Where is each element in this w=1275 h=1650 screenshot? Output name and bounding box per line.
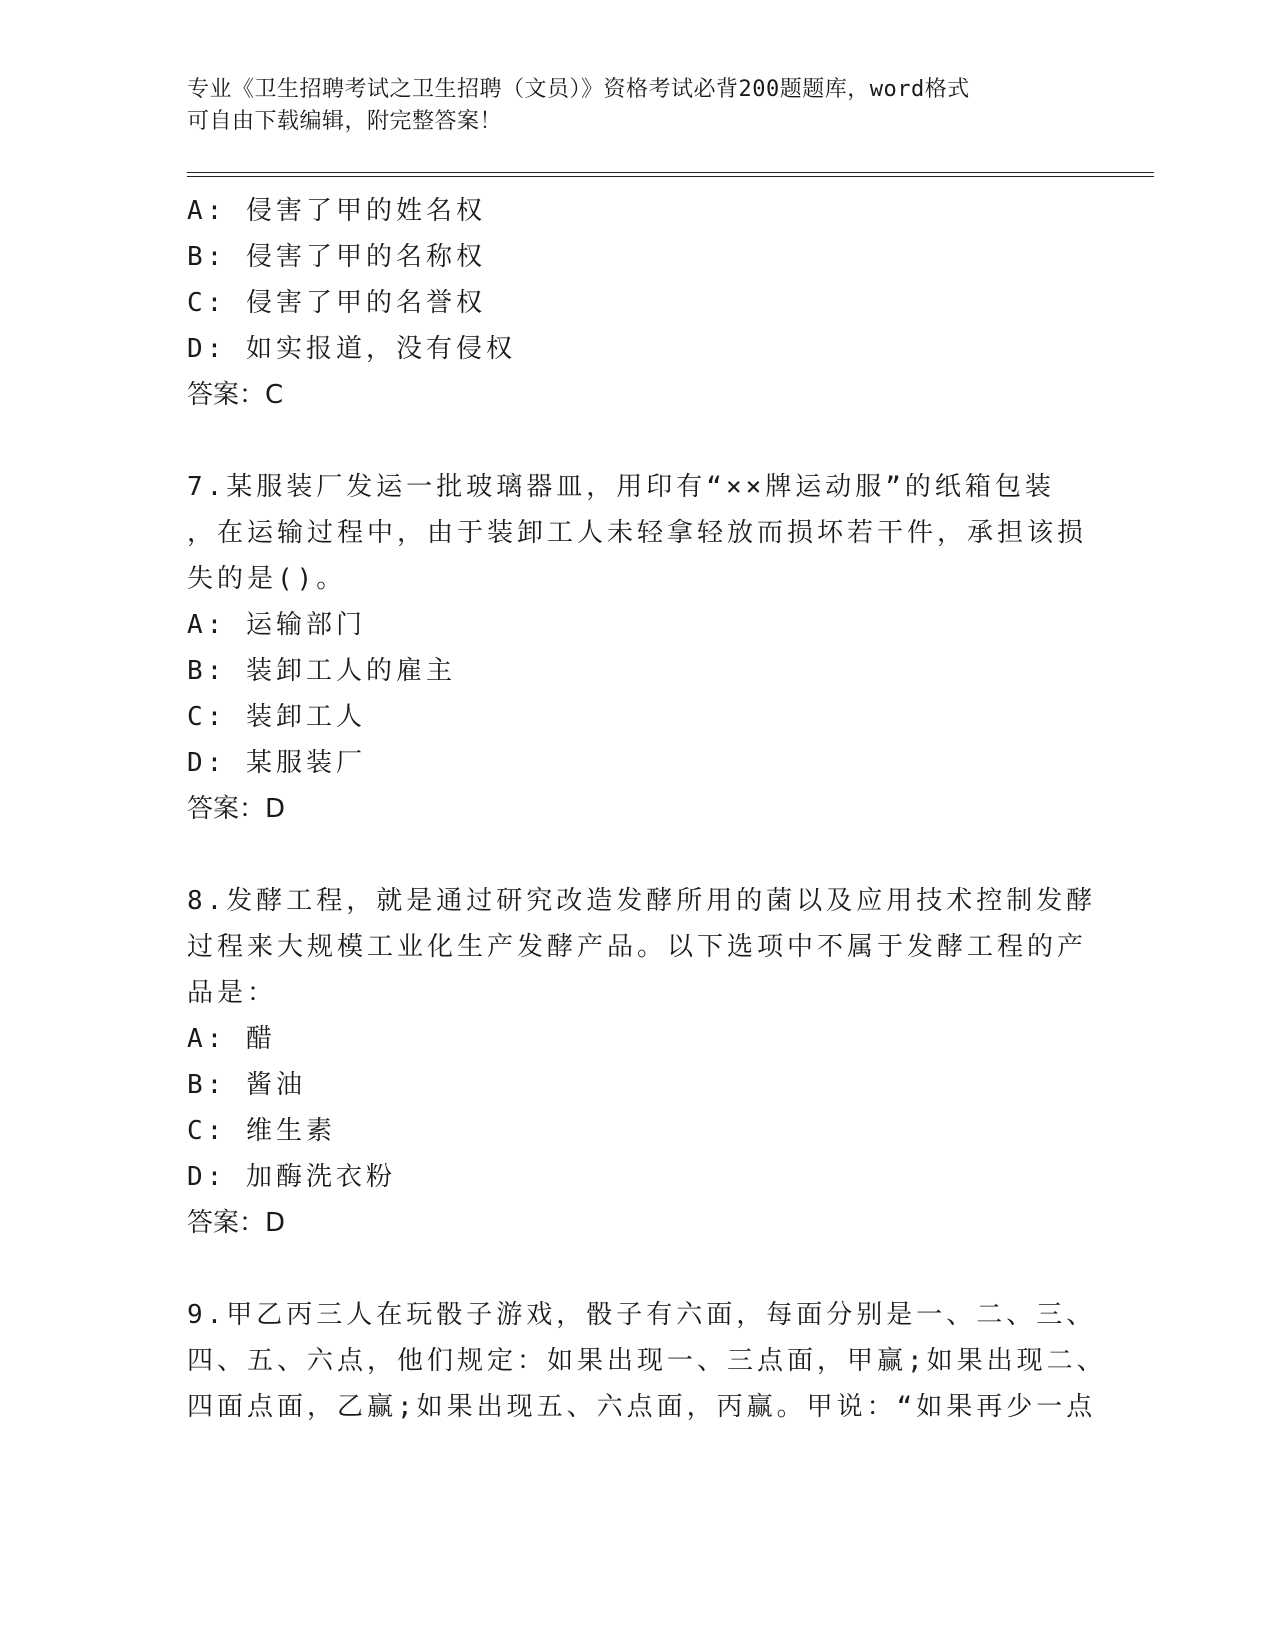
question-stem-line: 四面点面，乙赢;如果出现五、六点面，丙赢。甲说：“如果再少一点 xyxy=(187,1392,1097,1422)
option-b: B: 酱油 xyxy=(187,1070,306,1100)
question-stem-line: 四、五、六点，他们规定：如果出现一、三点面，甲赢;如果出现二、 xyxy=(187,1346,1107,1376)
option-d: D: 某服装厂 xyxy=(187,748,366,778)
option-c: C: 侵害了甲的名誉权 xyxy=(187,288,486,318)
document-header xyxy=(187,74,1067,138)
option-d: D: 加酶洗衣粉 xyxy=(187,1162,396,1192)
answer: 答案：C xyxy=(187,380,284,410)
header-rule-bottom xyxy=(187,176,1154,177)
spacer xyxy=(187,832,1067,878)
header-line-2: 可自由下载编辑，附完整答案！ xyxy=(187,109,503,134)
question-8 xyxy=(187,878,1097,1246)
option-b: B: 侵害了甲的名称权 xyxy=(187,242,486,272)
question-stem-line: 9.甲乙丙三人在玩骰子游戏，骰子有六面，每面分别是一、二、三、 xyxy=(187,1300,1097,1330)
header-line-1: 专业《卫生招聘考试之卫生招聘（文员）》资格考试必背200题题库，word格式 xyxy=(187,77,970,102)
option-d: D: 如实报道，没有侵权 xyxy=(187,334,516,364)
question-7 xyxy=(187,464,1088,832)
spacer xyxy=(187,1246,1067,1292)
option-c: C: 装卸工人 xyxy=(187,702,366,732)
question-stem-line: 7.某服装厂发运一批玻璃器皿，用印有“××牌运动服”的纸箱包装 xyxy=(187,472,1055,502)
option-c: C: 维生素 xyxy=(187,1116,336,1146)
option-a: A: 运输部门 xyxy=(187,610,366,640)
option-a: A: 侵害了甲的姓名权 xyxy=(187,196,486,226)
question-stem-line: 过程来大规模工业化生产发酵产品。以下选项中不属于发酵工程的产 xyxy=(187,932,1088,962)
header-rule-top xyxy=(187,172,1154,173)
spacer xyxy=(187,418,1067,464)
answer: 答案：D xyxy=(187,1208,286,1238)
document-body xyxy=(187,188,1107,1430)
question-stem-line: ，在运输过程中，由于装卸工人未轻拿轻放而损坏若干件，承担该损 xyxy=(187,518,1088,548)
question-9 xyxy=(187,1292,1107,1430)
option-a: A: 醋 xyxy=(187,1024,276,1054)
question-stem-line: 失的是()。 xyxy=(187,564,347,594)
question-stem-line: 品是： xyxy=(187,978,278,1008)
question-stem-line: 8.发酵工程，就是通过研究改造发酵所用的菌以及应用技术控制发酵 xyxy=(187,886,1097,916)
answer: 答案：D xyxy=(187,794,286,824)
question-6 xyxy=(187,188,1067,418)
option-b: B: 装卸工人的雇主 xyxy=(187,656,456,686)
